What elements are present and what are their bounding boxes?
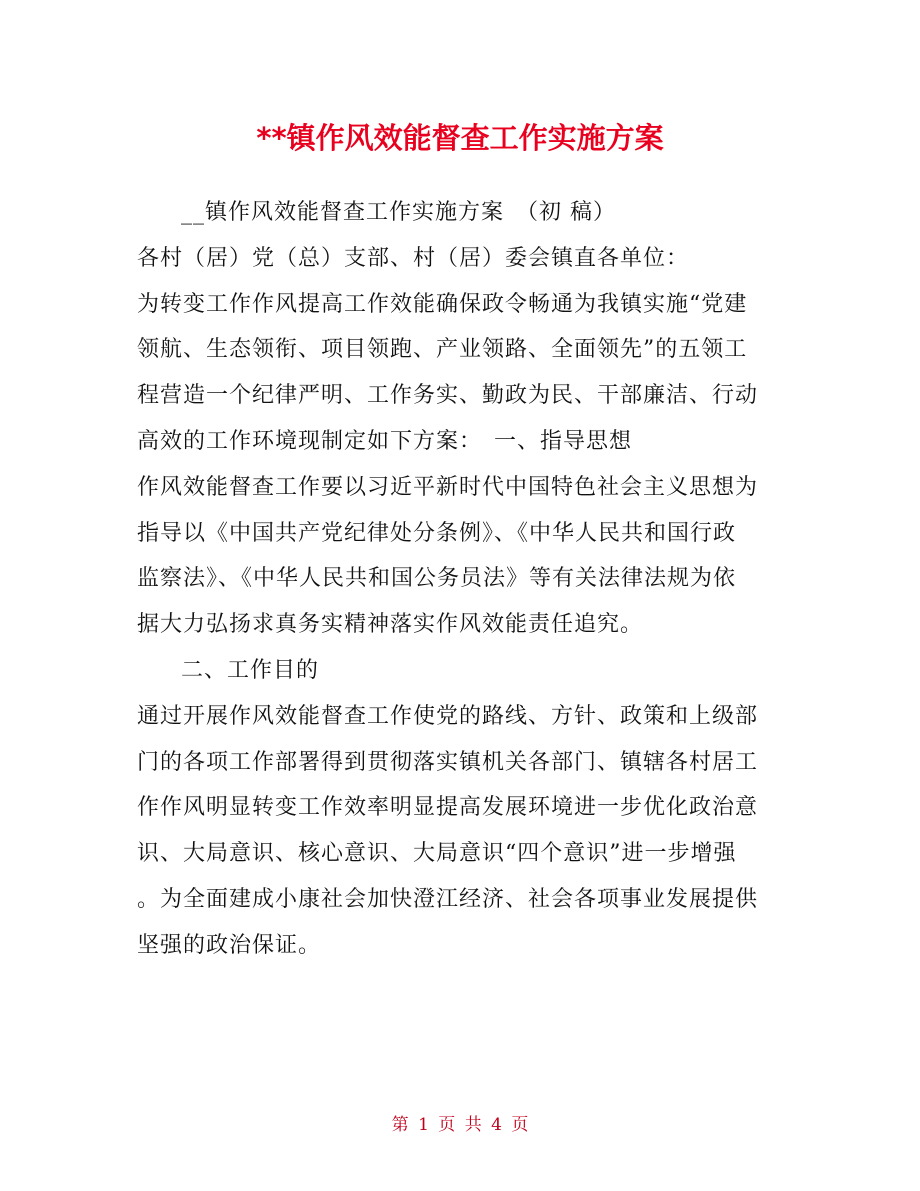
body-line: 监察法》、《中华人民共和国公务员法》等有关法律法规为依 bbox=[137, 566, 737, 592]
body-line: 领航、生态领衔、项目领跑、产业领路、全面领先”的五领工 bbox=[137, 337, 748, 363]
document-body bbox=[137, 190, 797, 969]
salutation-line: 各村（居）党（总）支部、村（居）委会镇直各单位： bbox=[137, 245, 690, 271]
body-line: 指导以《中国共产党纪律处分条例》、《中华人民共和国行政 bbox=[137, 520, 737, 546]
body-line: 通过开展作风效能督查工作使党的路线、方针、政策和上级部 bbox=[137, 703, 759, 729]
body-line: 识、大局意识、核心意识、大局意识“四个意识”进一步增强 bbox=[137, 841, 737, 867]
body-line: 作作风明显转变工作效率明显提高发展环境进一步优化政治意 bbox=[137, 795, 759, 821]
subtitle-line: __镇作风效能督查工作实施方案 （初 稿） bbox=[181, 200, 616, 225]
body-line: 据大力弘扬求真务实精神落实作风效能责任追究。 bbox=[137, 612, 644, 638]
body-line: 高效的工作环境现制定如下方案： 一、指导思想 bbox=[137, 428, 633, 454]
body-line: 为转变工作作风提高工作效能确保政令畅通为我镇实施“党建 bbox=[137, 291, 748, 317]
body-line: 作风效能督查工作要以习近平新时代中国特色社会主义思想为 bbox=[137, 474, 759, 500]
body-line: 程营造一个纪律严明、工作务实、勤政为民、干部廉洁、行动 bbox=[137, 383, 759, 409]
body-line: 。为全面建成小康社会加快澄江经济、社会各项事业发展提供 bbox=[137, 886, 759, 912]
body-line: 门的各项工作部署得到贯彻落实镇机关各部门、镇辖各村居工 bbox=[137, 749, 759, 775]
page-number: 第 1 页 共 4 页 bbox=[391, 1115, 529, 1135]
document-title: **镇作风效能督查工作实施方案 bbox=[256, 121, 664, 155]
body-line: 坚强的政治保证。 bbox=[137, 932, 322, 958]
section-heading: 二、工作目的 bbox=[181, 657, 320, 683]
